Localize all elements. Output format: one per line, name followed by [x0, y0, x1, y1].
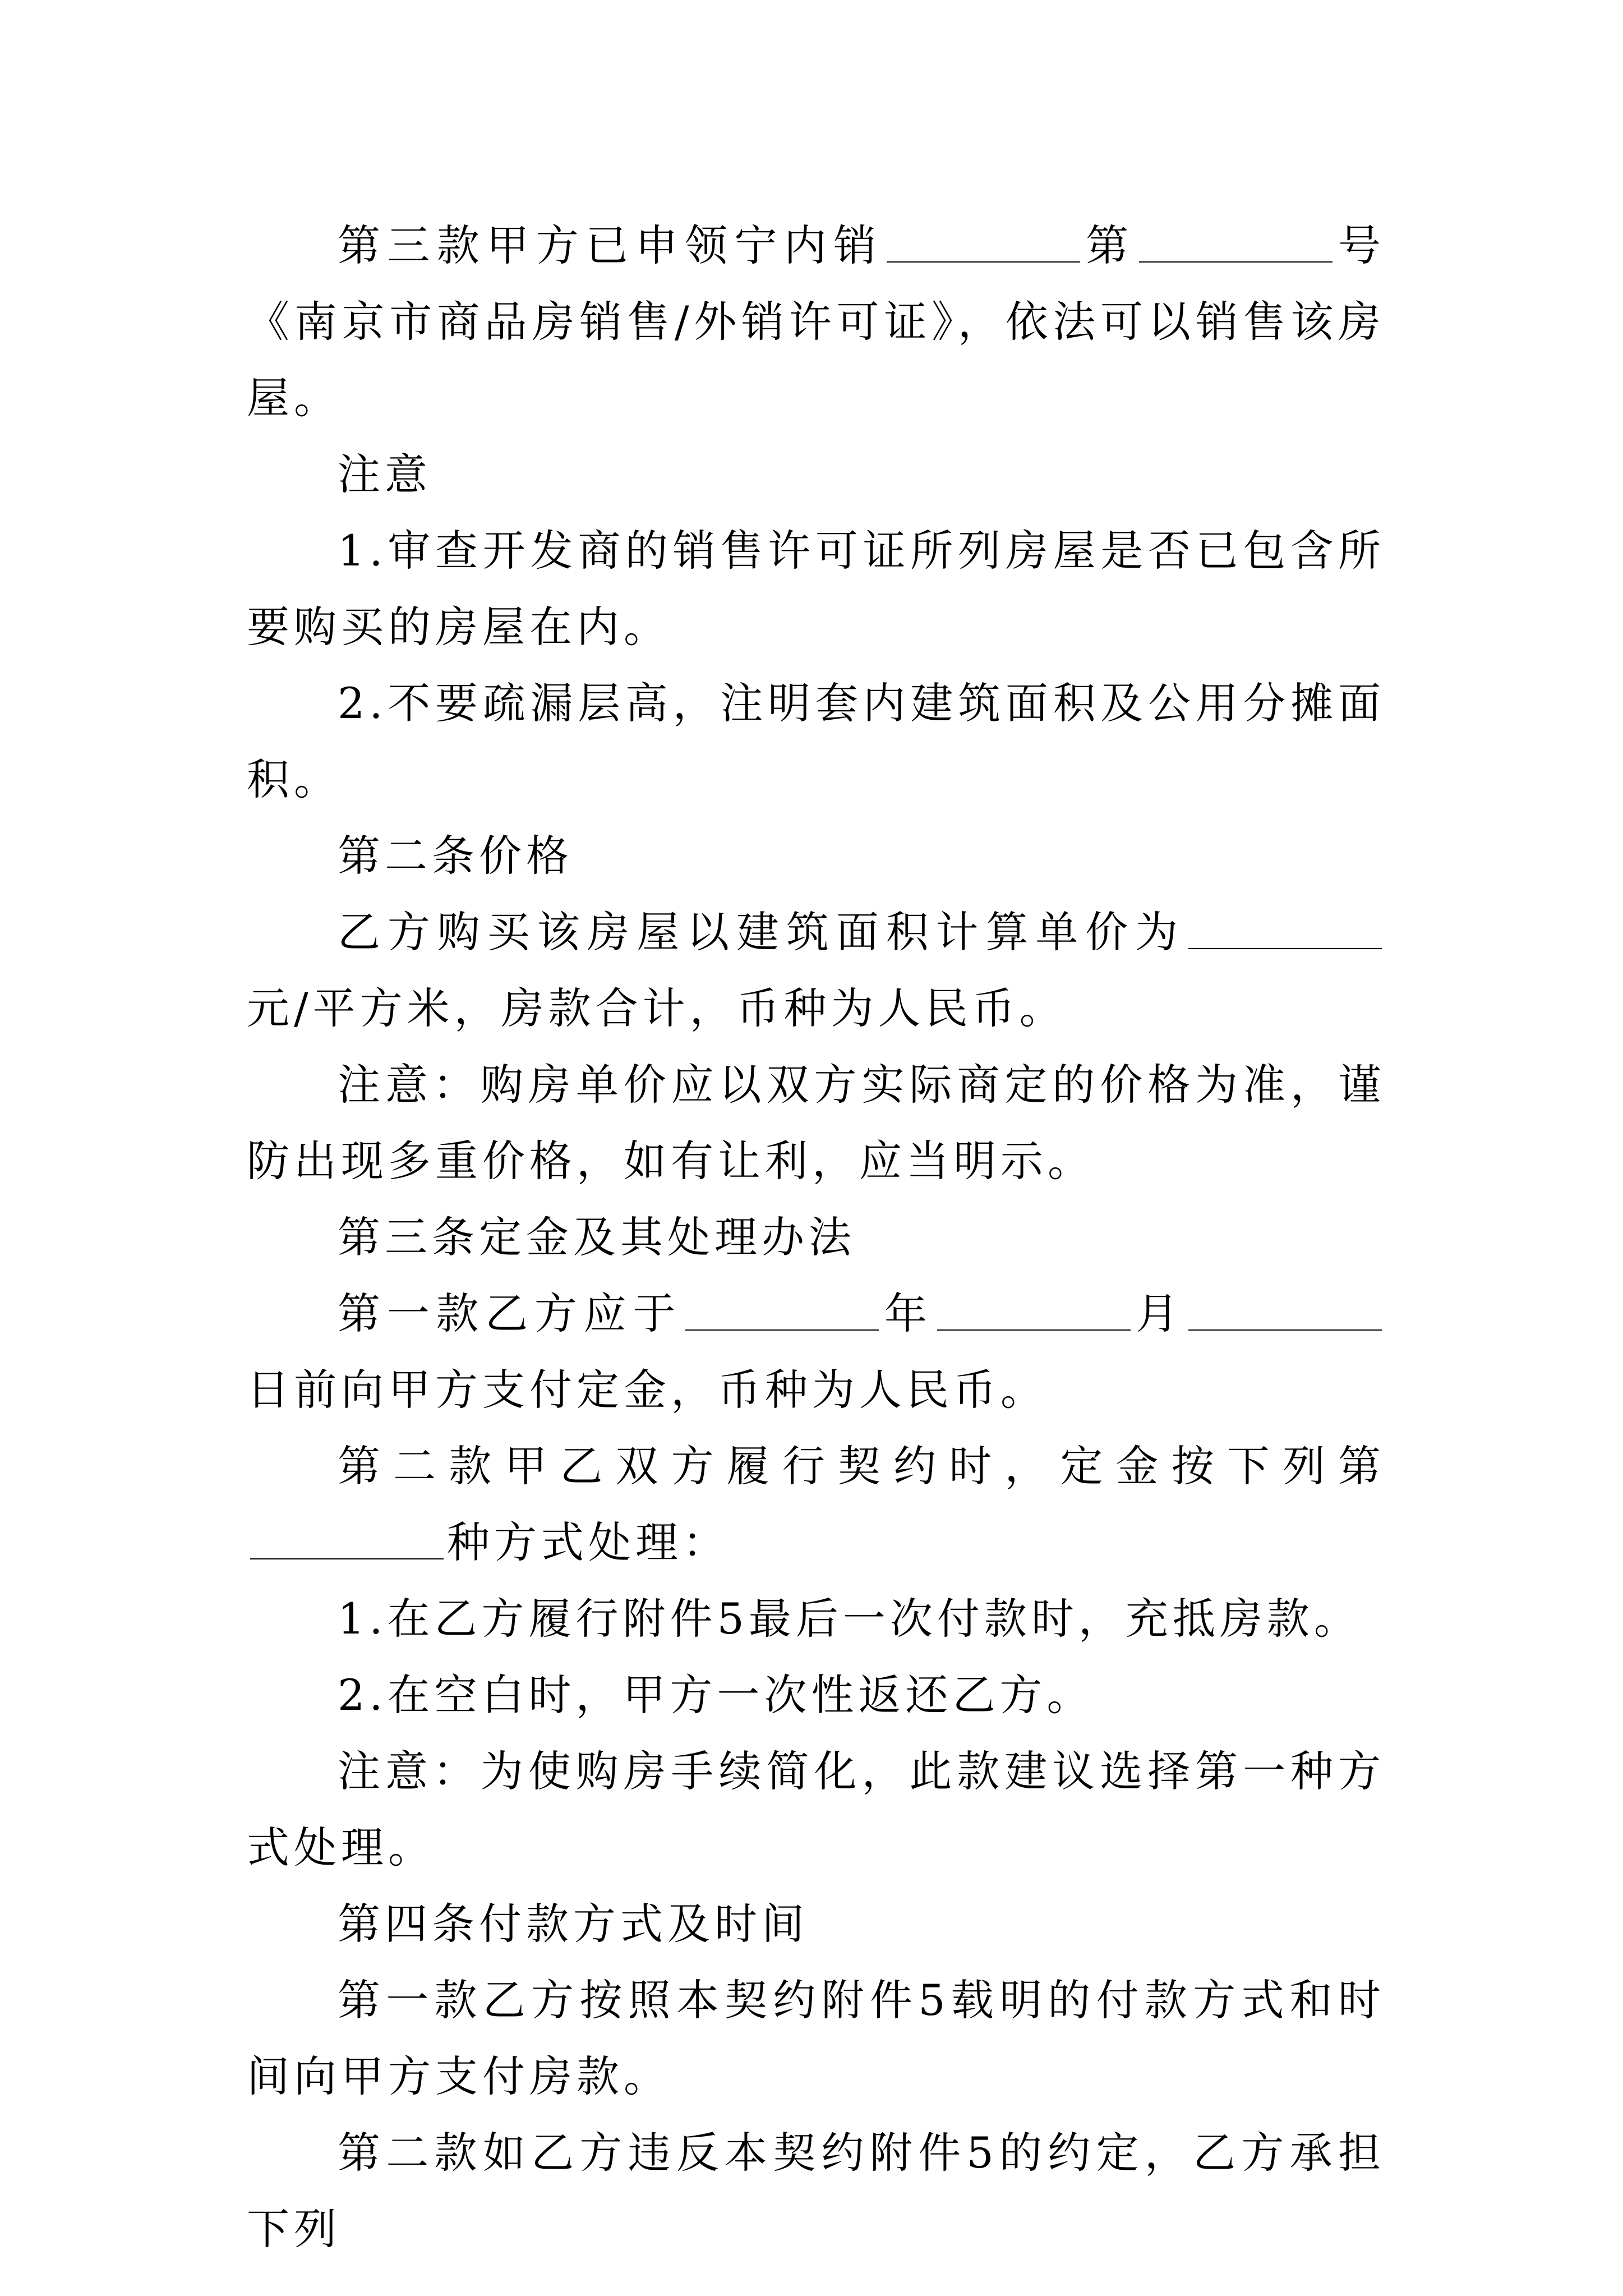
- text-segment: 2.不要疏漏层高，注明套内建筑面积及公用分摊面积。: [247, 678, 1385, 804]
- paragraph-article-2-heading: [247, 818, 1385, 894]
- fill-in-blank: [1139, 223, 1332, 262]
- text-segment: 第二款甲乙双方履行契约时，定金按下列第: [338, 1441, 1385, 1491]
- paragraph-note-item-1: [247, 513, 1385, 665]
- text-segment: 第三款甲方已申领宁内销: [338, 220, 883, 270]
- paragraph-note-item-2: [247, 665, 1385, 818]
- paragraph-option-2: [247, 1657, 1385, 1733]
- text-segment: 第一款乙方按照本契约附件5载明的付款方式和时间向甲方支付房款。: [247, 1975, 1385, 2101]
- text-segment: 第: [1083, 220, 1136, 270]
- fill-in-blank: [250, 1520, 444, 1559]
- fill-in-blank: [1188, 1291, 1382, 1330]
- text-segment: 年: [882, 1289, 934, 1338]
- text-segment: 乙方购买该房屋以建筑面积计算单价为: [338, 907, 1185, 957]
- fill-in-blank: [685, 1291, 879, 1330]
- document-body: [247, 208, 1385, 2267]
- text-segment: 元/平方米，房款合计，币种为人民币。: [247, 983, 1067, 1033]
- fill-in-blank: [1188, 909, 1382, 949]
- text-segment: 月: [1133, 1289, 1186, 1338]
- text-segment: 日前向甲方支付定金，币种为人民币。: [247, 1365, 1048, 1415]
- paragraph-option-1: [247, 1581, 1385, 1657]
- text-segment: 第一款乙方应于: [338, 1289, 683, 1338]
- paragraph-article-4-heading: [247, 1886, 1385, 1962]
- text-segment: 注意: [338, 449, 432, 499]
- text-segment: 2.在空白时，甲方一次性返还乙方。: [338, 1670, 1094, 1720]
- text-segment: 号《南京市商品房销售/外销许可证》，依法可以销售该房屋。: [247, 220, 1386, 423]
- fill-in-blank: [937, 1291, 1131, 1330]
- paragraph-deposit-date: [247, 1276, 1385, 1428]
- paragraph-price-note: [247, 1047, 1385, 1199]
- fill-in-blank: [887, 223, 1080, 262]
- paragraph-note-heading: [247, 436, 1385, 513]
- paragraph-deposit-note: [247, 1733, 1385, 1886]
- paragraph-article-3-heading: [247, 1199, 1385, 1276]
- text-segment: 第四条付款方式及时间: [338, 1899, 809, 1949]
- text-segment: 1.在乙方履行附件5最后一次付款时，充抵房款。: [338, 1594, 1361, 1644]
- paragraph-sales-permit: [247, 208, 1385, 436]
- text-segment: 1.审查开发商的销售许可证所列房屋是否已包含所要购买的房屋在内。: [247, 526, 1385, 652]
- text-segment: 注意：购房单价应以双方实际商定的价格为准，谨防出现多重价格，如有让利，应当明示。: [247, 1060, 1385, 1186]
- text-segment: 注意：为使购房手续简化，此款建议选择第一种方式处理。: [247, 1746, 1385, 1872]
- paragraph-deposit-handling: [247, 1428, 1385, 1581]
- text-segment: 种方式处理：: [447, 1517, 730, 1567]
- paragraph-unit-price: [247, 894, 1385, 1047]
- text-segment: 第二款如乙方违反本契约附件5的约定，乙方承担下列: [247, 2128, 1385, 2254]
- text-segment: 第三条定金及其处理办法: [338, 1212, 856, 1262]
- paragraph-payment-method: [247, 1962, 1385, 2115]
- paragraph-payment-breach: [247, 2115, 1385, 2267]
- text-segment: 第二条价格: [338, 831, 573, 881]
